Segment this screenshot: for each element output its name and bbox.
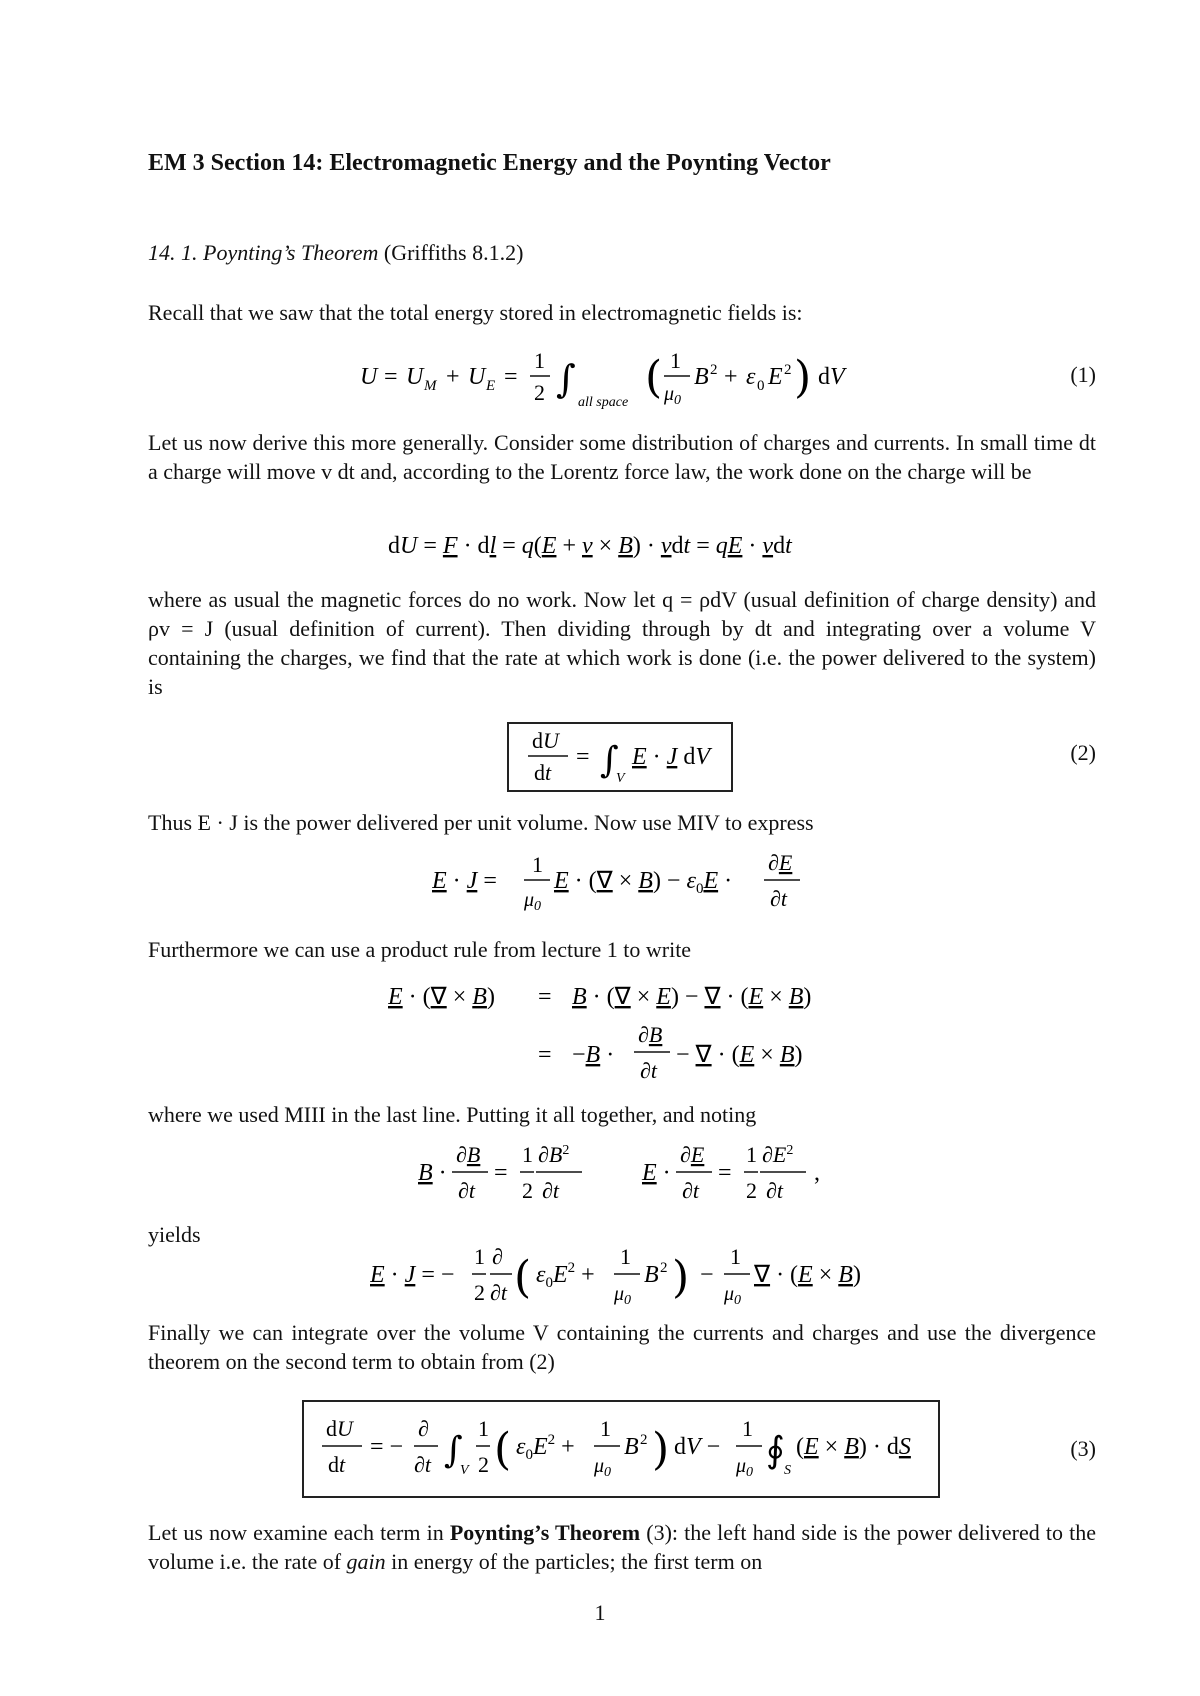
svg-text:2: 2 <box>534 380 545 405</box>
subsection-heading <box>148 240 523 266</box>
svg-text:=: = <box>718 1160 732 1186</box>
svg-text:=: = <box>504 364 518 390</box>
svg-text:E · (∇ × B) − ε0E ·: E · (∇ × $B) - \varepsilon_0E$ · <box>554 868 733 897</box>
svg-text:dV: dV <box>818 364 845 390</box>
svg-text:1: 1 <box>534 348 545 373</box>
equation-number-3: (3) <box>1070 1436 1096 1461</box>
svg-text:E ·: E · <box>642 1160 671 1186</box>
svg-text:1: 1 <box>730 1244 741 1269</box>
svg-text:M: M <box>424 378 437 394</box>
svg-text:∂t: ∂t <box>640 1058 657 1083</box>
svg-text:2: 2 <box>478 1452 489 1477</box>
svg-text:∂t: ∂t <box>542 1178 559 1203</box>
equation-1 <box>360 340 880 420</box>
paragraph-2: Let us now derive this more generally. Consider some distribution of charges and currents. In small time dt a charge will move v dt and, according to the Lorentz force law, the work done on the charge will be <box>148 430 1096 484</box>
svg-text:E · J = −: E · J = − <box>370 1262 455 1288</box>
svg-text:1: 1 <box>620 1244 631 1269</box>
svg-text:1: 1 <box>746 1142 757 1167</box>
svg-text:E: E <box>768 364 783 390</box>
svg-text:∂t: ∂t <box>682 1178 699 1203</box>
svg-text:+: + <box>446 364 460 390</box>
svg-text:E · J dV: E · J dV <box>632 744 710 770</box>
svg-text:): ) <box>794 352 812 403</box>
svg-text:2: 2 <box>640 1432 648 1448</box>
section-title: EM 3 Section 14: Electromagnetic Energy and the Poynting Vector <box>148 150 831 176</box>
equation-number-1: (1) <box>1070 362 1096 387</box>
svg-text:∂t: ∂t <box>490 1280 507 1305</box>
svg-text:∂B2: $\partial B^2$ <box>538 1142 570 1167</box>
svg-text:E · J =: E · J = <box>432 868 497 894</box>
svg-text:∂t: ∂t <box>458 1178 475 1203</box>
svg-text:∫: ∫ <box>556 357 576 401</box>
svg-text:B: B <box>644 1262 659 1288</box>
svg-text:dU: dU <box>532 728 559 753</box>
svg-text:dt: dt <box>534 760 552 785</box>
svg-text:∂E2: $\partial E^2$ <box>762 1142 794 1167</box>
svg-text:∂t: ∂t <box>414 1452 431 1477</box>
equation-noting <box>418 1138 838 1208</box>
svg-text:dt: dt <box>328 1452 346 1477</box>
paragraph-3: where as usual the magnetic forces do no work. Now let q = ρdV (usual definition of charge density) and ρv = J (usual definition of current). Then dividing through by dt and integrating over a volume V containing the charges, we find that the rate at which work is done (i.e. the power delivered to the system) is <box>148 587 1096 699</box>
svg-text:2: 2 <box>474 1280 485 1305</box>
svg-text:μ0: $\mu_0$ <box>736 1455 754 1480</box>
poynting-theorem-bold: Poynting’s Theorem <box>449 1520 641 1545</box>
svg-text:=: = <box>384 364 398 390</box>
svg-text:0: 0 <box>757 378 765 394</box>
equation-E-dot-J <box>432 848 812 918</box>
paragraph-7: yields <box>148 1222 201 1247</box>
svg-text:E: E <box>486 378 496 394</box>
svg-text:−: − <box>700 1262 714 1288</box>
gain-italic: gain <box>346 1549 386 1574</box>
svg-text:V: V <box>616 771 625 786</box>
svg-text:all space: all space <box>578 395 629 410</box>
svg-text:(: ( <box>645 352 663 403</box>
paragraph-1: Recall that we saw that the total energy stored in electromagnetic fields is: <box>148 300 803 325</box>
svg-text:V: V <box>460 1463 469 1478</box>
svg-text:2: 2 <box>710 362 718 378</box>
svg-text:(E × B) · dS: (E × B) · dS <box>796 1434 911 1460</box>
paragraph-9-text-a: Let us now examine each term in <box>148 1520 450 1545</box>
svg-text:,: , <box>814 1160 820 1186</box>
svg-text:dU = F · dl = q(E + v × B) · v: dU = F · dl = q(E + v × B) · vdt = qE · vdt <box>388 533 792 559</box>
svg-text:+: + <box>724 364 738 390</box>
equation-number-2: (2) <box>1070 740 1096 765</box>
svg-text:− ∇ · (E × B): − ∇ · (E × B) <box>676 1042 803 1068</box>
svg-text:U: U <box>468 364 486 390</box>
svg-text:B ·: B · <box>418 1160 447 1186</box>
svg-text:(: ( <box>514 1252 532 1303</box>
svg-text:∇ · (E × B): ∇ · (E × B) <box>754 1262 861 1288</box>
svg-text:B · (∇ × E) − ∇ · (E × B): B · (∇ × E) − ∇ · (E × B) <box>572 984 812 1010</box>
svg-text:(: ( <box>494 1424 512 1475</box>
svg-text:∂E: ∂E <box>680 1142 705 1167</box>
equation-yields <box>370 1240 870 1320</box>
svg-text:U: U <box>360 364 378 390</box>
svg-text:=: = <box>538 1042 552 1068</box>
subsection-name: Poynting’s Theorem <box>203 240 379 265</box>
svg-text:2: 2 <box>746 1178 757 1203</box>
svg-text:2: 2 <box>660 1260 668 1276</box>
svg-text:1: 1 <box>532 852 543 877</box>
svg-text:2: 2 <box>784 362 792 378</box>
svg-text:): ) <box>672 1252 690 1303</box>
svg-text:μ0: $\mu_0$ <box>524 889 542 914</box>
subsection-reference: (Griffiths 8.1.2) <box>383 240 524 265</box>
svg-text:): ) <box>652 1424 670 1475</box>
svg-text:B: B <box>624 1434 639 1460</box>
svg-text:S: S <box>784 1463 791 1478</box>
paragraph-4: Thus E · J is the power delivered per unit volume. Now use MIV to express <box>148 810 814 835</box>
svg-text:ε0E2 +: $\varepsilon_0E^2$ + <box>536 1260 595 1291</box>
svg-text:μ0: $\mu_0$ <box>614 1283 632 1308</box>
svg-text:μ0: $\mu_0$ <box>724 1283 742 1308</box>
equation-product-rule <box>388 978 868 1088</box>
svg-text:∂t: ∂t <box>766 1178 783 1203</box>
svg-text:∮: ∮ <box>766 1430 785 1471</box>
svg-text:ε: ε <box>746 364 756 390</box>
svg-text:=: = <box>576 744 590 770</box>
svg-text:μ0: $\mu_0$ <box>594 1455 612 1480</box>
paragraph-9 <box>148 1518 1096 1576</box>
svg-text:dV −: dV − <box>674 1434 721 1460</box>
equation-2 <box>520 724 720 788</box>
svg-text:∂: ∂ <box>418 1416 429 1441</box>
svg-text:∂B: ∂B <box>638 1022 663 1047</box>
svg-text:−B ·: −B · <box>572 1042 615 1068</box>
svg-text:2: 2 <box>522 1178 533 1203</box>
paragraph-5: Furthermore we can use a product rule from lecture 1 to write <box>148 937 692 962</box>
svg-text:=: = <box>494 1160 508 1186</box>
svg-text:1: 1 <box>670 348 681 373</box>
svg-text:∂E: ∂E <box>768 850 793 875</box>
svg-text:1: 1 <box>522 1142 533 1167</box>
equation-work <box>388 525 868 565</box>
svg-text:B: B <box>694 364 709 390</box>
svg-text:1: 1 <box>478 1416 489 1441</box>
subsection-number: 14. 1. <box>148 240 198 265</box>
svg-text:∫: ∫ <box>444 1430 463 1471</box>
svg-text:∫: ∫ <box>600 740 619 781</box>
svg-text:∂t: ∂t <box>770 886 787 911</box>
paragraph-6: where we used MIII in the last line. Putting it all together, and noting <box>148 1102 757 1127</box>
paragraph-9-text-b: (3): the left hand side is the power delivered to the volume i.e. the rate of <box>148 1520 1096 1574</box>
paragraph-9-text-c: in energy of the particles; the first term on <box>385 1549 763 1574</box>
page-number: 1 <box>594 1600 606 1625</box>
svg-text:1: 1 <box>742 1416 753 1441</box>
svg-text:∂: ∂ <box>492 1244 503 1269</box>
svg-text:1: 1 <box>600 1416 611 1441</box>
svg-text:=: = <box>538 984 552 1010</box>
svg-text:μ0: $\mu_0$ <box>664 383 682 408</box>
svg-text:∂B: ∂B <box>456 1142 481 1167</box>
equation-3 <box>318 1410 928 1490</box>
svg-text:1: 1 <box>474 1244 485 1269</box>
paragraph-8: Finally we can integrate over the volume V containing the currents and charges and use the divergence theorem on the second term to obtain from (2) <box>148 1320 1096 1374</box>
svg-text:E · (∇ × B): E · (∇ × B) <box>388 984 495 1010</box>
svg-text:U: U <box>406 364 424 390</box>
svg-text:dU: dU <box>326 1416 353 1441</box>
svg-text:= −: = − <box>370 1434 404 1460</box>
svg-text:ε0E2 +: $\varepsilon_0E^2$ + <box>516 1432 575 1463</box>
